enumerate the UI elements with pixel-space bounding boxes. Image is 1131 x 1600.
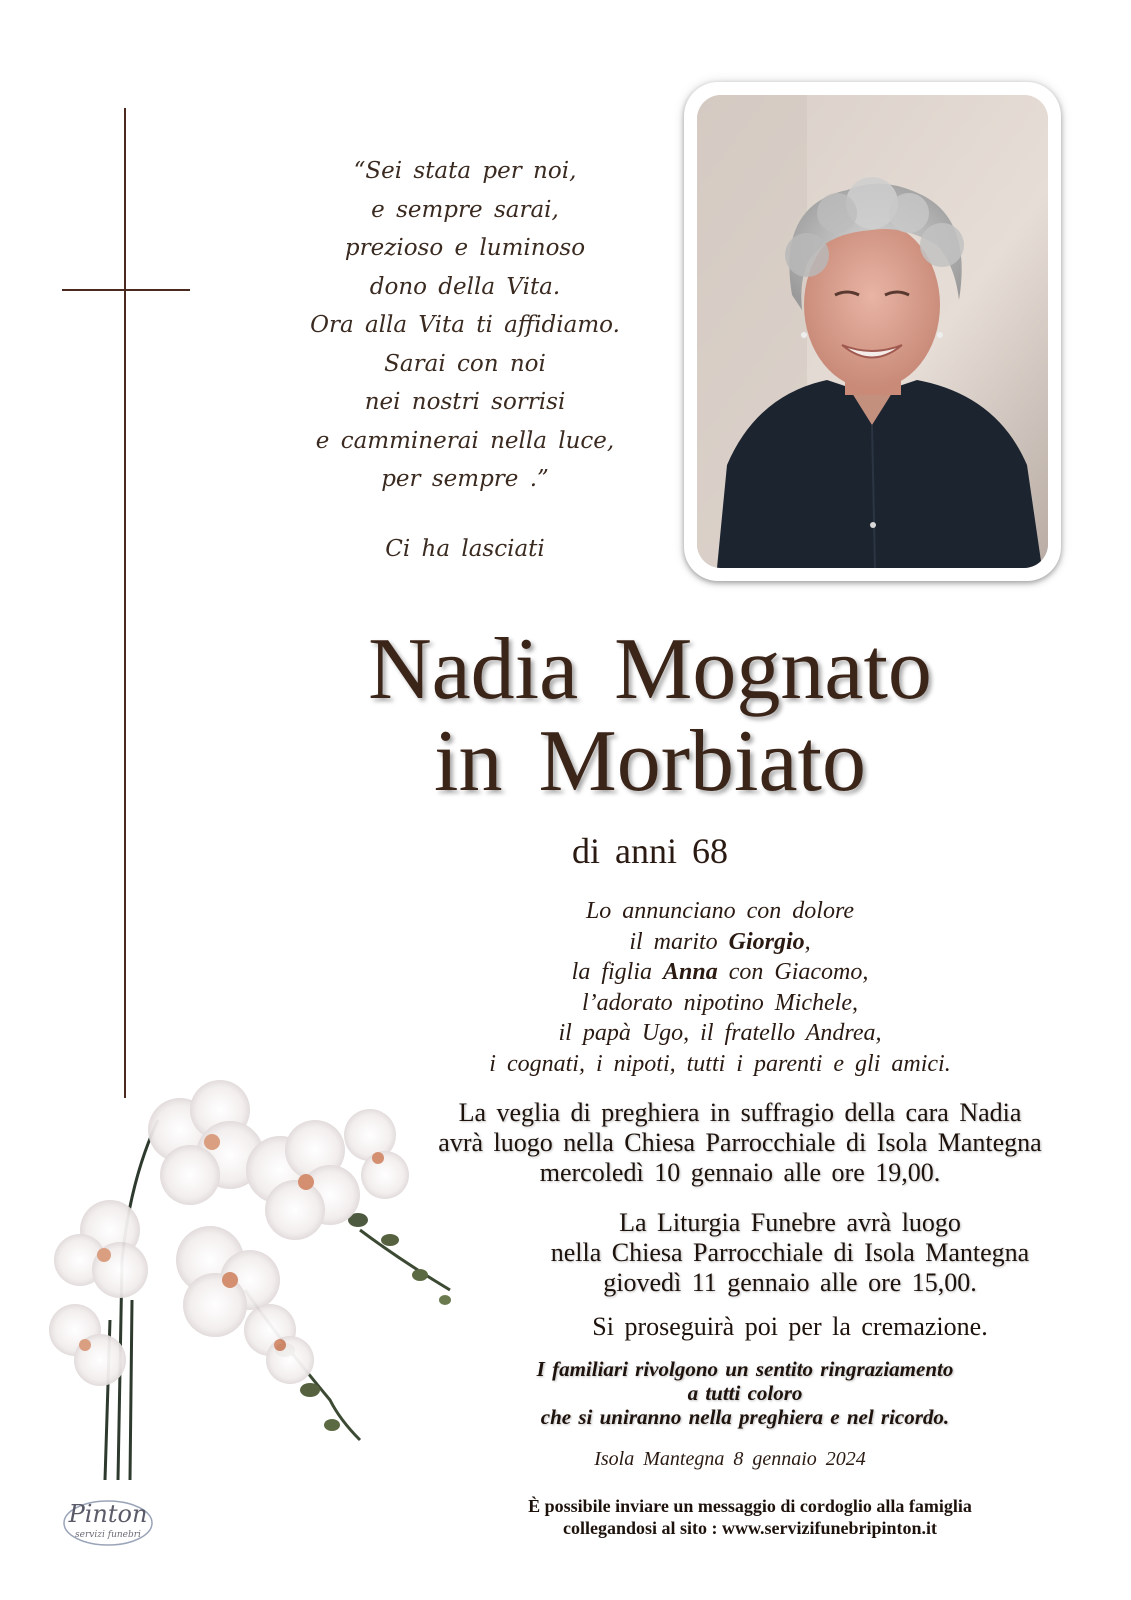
logo-brand: Pinton [68, 1500, 148, 1528]
name-line-2: in Morbiato [434, 713, 866, 810]
footer-line: collegandosi al sito : www.servizifunebripinton.it [562, 1518, 937, 1538]
text-fragment: con Giacomo, [717, 959, 869, 985]
cross-vertical [124, 108, 126, 1098]
name-line-1: Nadia Mognato [368, 621, 932, 718]
thanks-notice [460, 1357, 1030, 1429]
footer-line: È possibile inviare un messaggio di cordoglio alla famiglia [528, 1496, 972, 1516]
funeral-line: giovedì 11 gennaio alle ore 15,00. [603, 1268, 977, 1297]
quote-line: “Sei stata per noi, [353, 158, 577, 184]
family-announcement [360, 896, 1080, 1079]
wake-line: mercoledì 10 gennaio alle ore 19,00. [539, 1158, 941, 1187]
husband-name: Giorgio [728, 928, 805, 955]
thanks-line: I familiari rivolgono un sentito ringraziamento [536, 1357, 954, 1381]
daughter-name: Anna [663, 959, 718, 985]
memorial-quote [255, 152, 675, 499]
portrait-photo [697, 95, 1048, 568]
announcement-line: i cognati, i nipoti, tutti i parenti e gli amici. [489, 1050, 951, 1077]
announcement-line: l’adorato nipotino Michele, [582, 989, 858, 1016]
announcement-line: il papà Ugo, il fratello Andrea, [558, 1020, 882, 1046]
quote-line: dono della Vita. [369, 273, 561, 300]
cremation-notice: Si proseguirà poi per la cremazione. [592, 1312, 988, 1341]
wake-line: La veglia di preghiera in suffragio della cara Nadia [458, 1098, 1022, 1127]
announcement-line: Lo annunciano con dolore [585, 898, 855, 924]
cross-horizontal [62, 289, 190, 291]
text-fragment: la figlia [571, 959, 663, 985]
logo-tagline: servizi funebri [75, 1530, 141, 1540]
quote-line: e camminerai nella luce, [315, 427, 615, 454]
deceased-name [190, 621, 1110, 810]
quote-line: prezioso e luminoso [344, 235, 586, 261]
announcement-line [360, 957, 1080, 988]
deceased-age: di anni 68 [572, 831, 728, 871]
orchid-decoration [40, 1060, 480, 1490]
place-date: Isola Mantegna 8 gennaio 2024 [594, 1448, 866, 1470]
quote-line: nei nostri sorrisi [364, 389, 566, 415]
thanks-line: che si uniranno nella preghiera e nel ricordo. [540, 1405, 950, 1429]
quote-line: Ora alla Vita ti affidiamo. [310, 312, 620, 338]
text-fragment: il marito [629, 928, 729, 955]
announcement-line [360, 927, 1080, 958]
quote-line: e sempre sarai, [371, 196, 559, 223]
portrait-illustration [697, 95, 1048, 568]
funeral-line: nella Chiesa Parrocchiale di Isola Mantegna [550, 1238, 1030, 1267]
condolence-footer [430, 1495, 1070, 1539]
quote-line: per sempre .” [381, 466, 549, 492]
funeral-notice [470, 1208, 1110, 1298]
wake-line: avrà luogo nella Chiesa Parrocchiale di Isola Mantegna [438, 1128, 1042, 1157]
text-fragment: , [804, 928, 811, 955]
funeral-line: La Liturgia Funebre avrà luogo [619, 1208, 961, 1237]
wake-notice [370, 1098, 1110, 1188]
quote-line: Sarai con noi [384, 350, 546, 377]
closing-phrase: Ci ha lasciati [385, 536, 545, 562]
thanks-line: a tutti coloro [687, 1381, 803, 1405]
